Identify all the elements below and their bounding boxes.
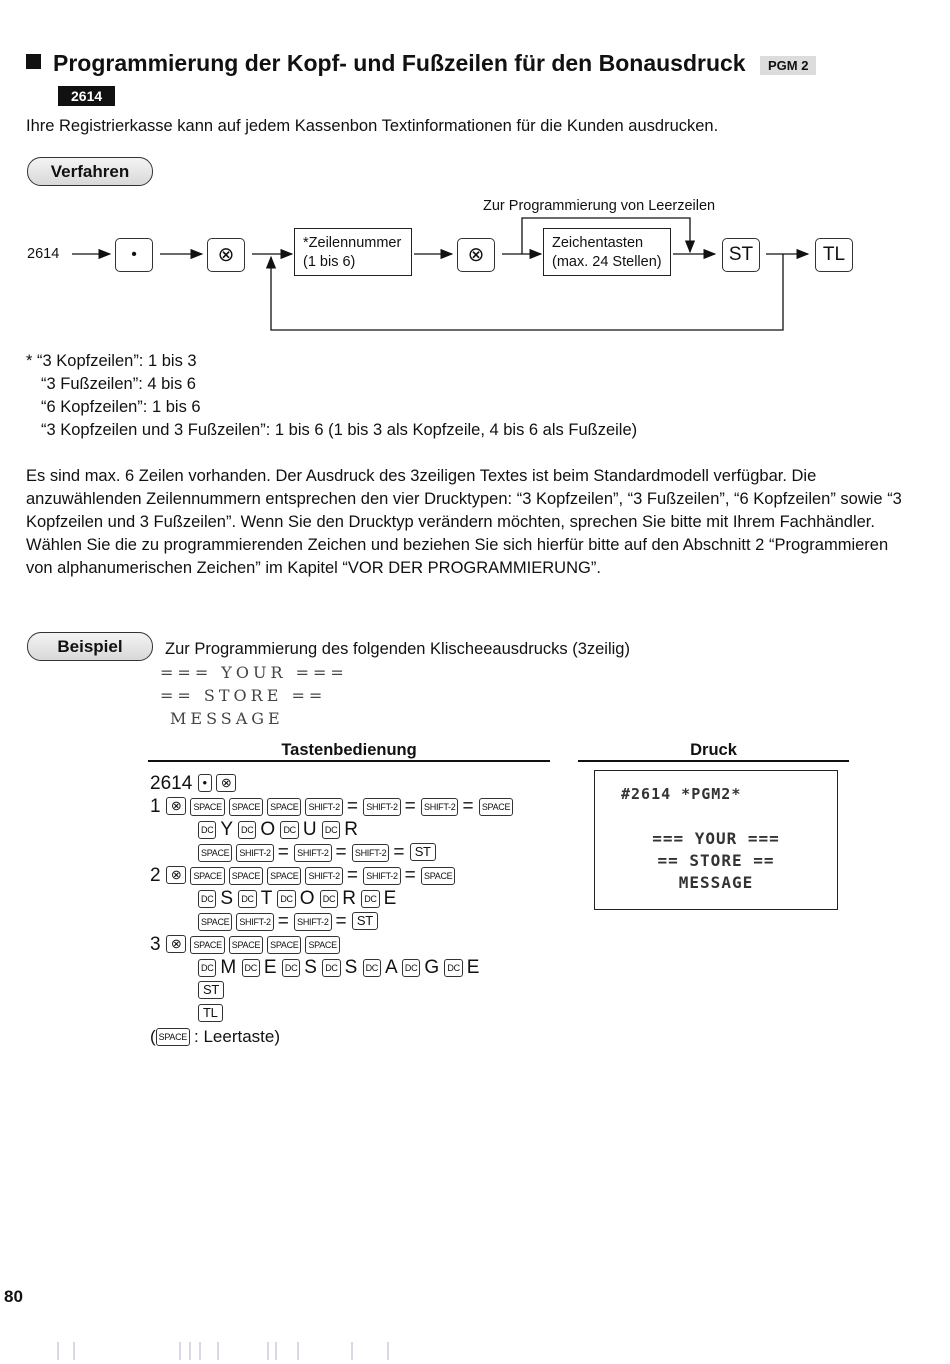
keys-header: Tastenbedienung: [281, 741, 417, 759]
intro-text: Ihre Registrierkasse kann auf jedem Kassenbon Textinformationen für die Kunden ausdrucken.: [26, 117, 719, 135]
footnote-item: “3 Kopfzeilen und 3 Fußzeilen”: 1 bis 6 (1 bis 3 als Kopfzeile, 4 bis 6 als Fußzeile): [41, 421, 638, 439]
receipt-print: [594, 770, 838, 910]
receipt-line-3: MESSAGE: [678, 873, 754, 892]
character-keys-box: [543, 228, 671, 276]
key-sequence-row: 1 ⊗ SPACE SPACE SPACE SHIFT-2 = SHIFT-2 = SHIFT-2 = SPACE: [150, 796, 517, 818]
loop-label: Zur Programmierung von Leerzeilen: [483, 198, 716, 214]
receipt-header-line: #2614 *PGM2*: [621, 785, 742, 803]
key-sequence-row: ST: [198, 980, 228, 1002]
multiply-key-2: ⊗: [457, 238, 495, 272]
multiply-key: ⊗: [207, 238, 245, 272]
paragraph-character-reference: Wählen Sie die zu programmierenden Zeichen und beziehen Sie sich hierfür bitte auf den Abschnitt 2 “Programmieren von alphanumerischen Zeichen” im Kapitel “VOR DER PROGRAMMIERUNG”.: [26, 536, 889, 577]
key-sequence-row: TL: [198, 1003, 227, 1025]
key-sequence-row: DC S DC T DC O DC R DC E: [198, 888, 396, 910]
character-keys-box-line1: Zeichentasten: [552, 235, 644, 251]
dot-key: •: [115, 238, 153, 272]
line-number-box-line1: *Zeilennummer: [303, 235, 402, 251]
space-key-legend: ( SPACE : Leertaste): [150, 1027, 281, 1046]
print-header: Druck: [690, 741, 737, 759]
example-description: Zur Programmierung des folgenden Klischeeausdrucks (3zeilig): [165, 640, 630, 658]
line-number-box-line2: (1 bis 6): [303, 254, 356, 270]
receipt-line-1: === YOUR ===: [652, 829, 780, 848]
footnote-item: * “3 Kopfzeilen”: 1 bis 3: [26, 352, 197, 370]
receipt-line-2: == STORE ==: [657, 851, 775, 870]
key-sequence-row: 2 ⊗ SPACE SPACE SPACE SHIFT-2 = SHIFT-2 = SPACE: [150, 865, 459, 887]
dot-key-small: •: [198, 774, 212, 792]
paragraph-print-types: Es sind max. 6 Zeilen vorhanden. Der Ausdruck des 3zeiligen Textes ist beim Standardmodell verfügbar. Die anzuwählenden Zeilennummern entsprechen den vier Drucktypen: “3 Kopfzeilen”, “3 Fußzeilen”, “6 Kopfzeilen” sowie “3 Kopfzeilen und 3 Fußzeilen”. Wenn Sie den Drucktyp verändern möchten, sprechen Sie bitte mit Ihrem Fachhändler.: [26, 467, 902, 531]
tl-key: TL: [815, 238, 853, 272]
character-keys-box-line2: (max. 24 Stellen): [552, 254, 662, 270]
example-label: Beispiel: [27, 632, 153, 661]
keys-header-rule: [148, 760, 550, 762]
page-number: 80: [4, 1287, 23, 1306]
footnote-list: [26, 350, 637, 442]
preview-line-2: == STORE ==: [160, 686, 327, 705]
footnote-item: “6 Kopfzeilen”: 1 bis 6: [41, 398, 201, 416]
preview-line-3: MESSAGE: [170, 709, 284, 728]
key-sequence-row: DC M DC E DC S DC S DC A DC G DC E: [198, 957, 479, 979]
mode-badge: PGM 2: [760, 56, 816, 75]
print-header-rule: [578, 760, 849, 762]
key-sequence-row: 2614 • ⊗: [150, 773, 240, 795]
key-sequence-row: SPACE SHIFT-2 = SHIFT-2 = ST: [198, 911, 382, 933]
st-key: ST: [722, 238, 760, 272]
key-sequence-row: 3 ⊗ SPACE SPACE SPACE SPACE: [150, 934, 344, 956]
code-badge: 2614: [58, 86, 115, 106]
key-sequence-row: SPACE SHIFT-2 = SHIFT-2 = SHIFT-2 = ST: [198, 842, 440, 864]
page-title-text: Programmierung der Kopf- und Fußzeilen für den Bonausdruck: [53, 50, 746, 76]
key-sequence-row: DC Y DC O DC U DC R: [198, 819, 358, 841]
space-legend-text: : Leertaste: [194, 1027, 275, 1046]
procedure-label: Verfahren: [27, 157, 153, 186]
description-paragraphs: [26, 465, 906, 580]
space-key-small: SPACE: [156, 1028, 190, 1046]
print-marks-decoration: [40, 1340, 460, 1364]
line-number-box: [294, 228, 412, 276]
start-code: 2614: [27, 246, 60, 262]
multiply-key-small: ⊗: [216, 774, 237, 792]
flow-diagram-lines: [0, 0, 950, 340]
footnote-item: “3 Fußzeilen”: 4 bis 6: [41, 375, 196, 393]
preview-line-1: === YOUR ===: [160, 663, 348, 682]
